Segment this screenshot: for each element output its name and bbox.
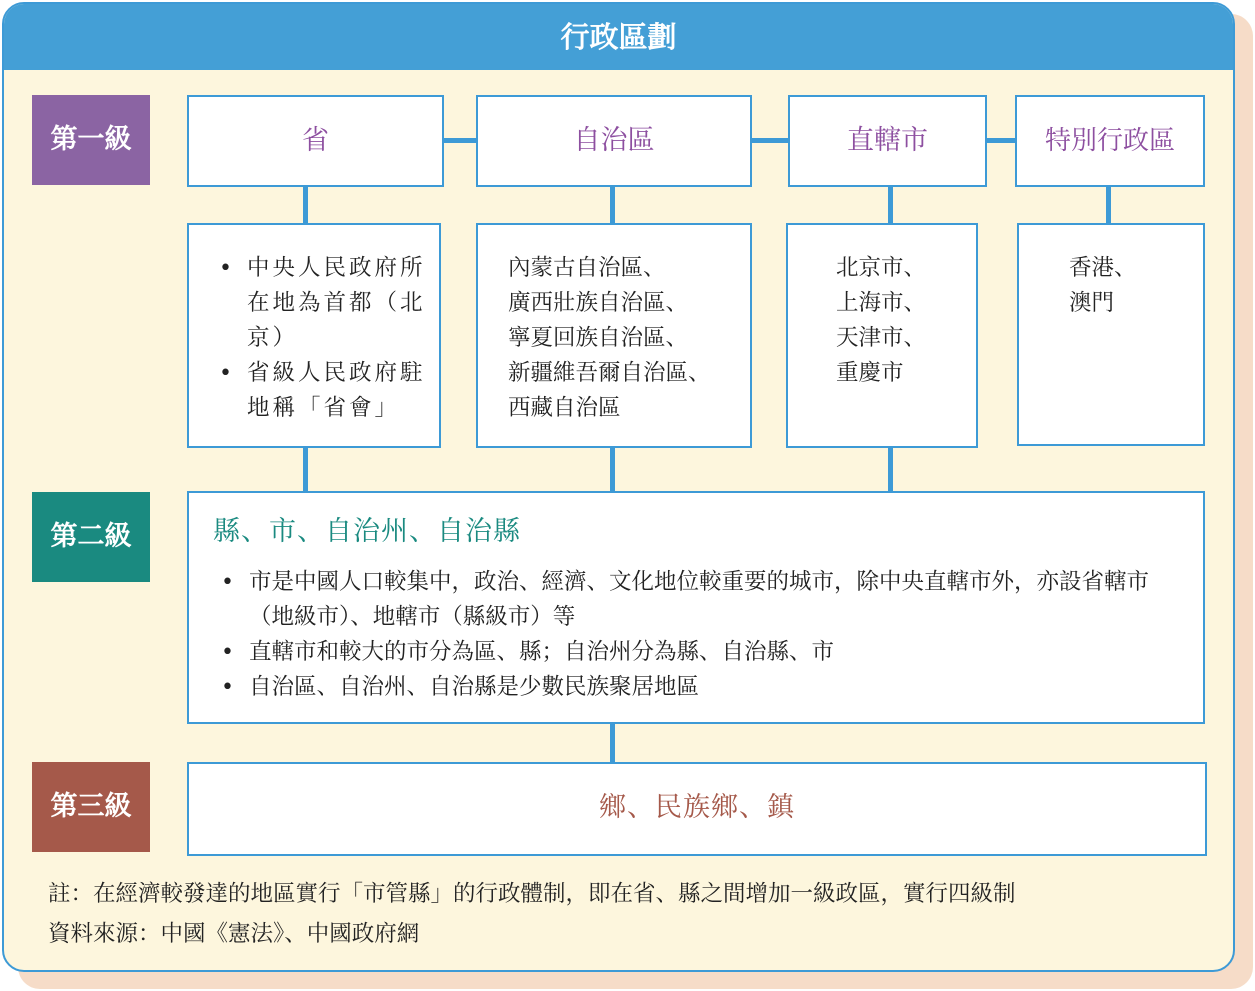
connector [303, 186, 308, 224]
second-level-box [187, 491, 1205, 724]
autonomous-region-detail-box [476, 223, 752, 448]
sar-heading: 特別行政區 [1044, 126, 1175, 156]
municipality-item: 重慶市 [836, 360, 904, 386]
connector [750, 138, 790, 143]
diagram-panel [2, 2, 1235, 972]
level-label-first: 第一級 [32, 95, 150, 185]
autonomous-region-item: 寧夏回族自治區、 [508, 325, 689, 351]
connector [888, 186, 893, 224]
connector [303, 446, 308, 492]
third-level-box [187, 762, 1207, 856]
footnote: 註：在經濟較發達的地區實行「市管縣」的行政體制，即在省、縣之間增加一級政區，實行四級制 [48, 881, 1016, 907]
second-level-bullet: • 市是中國人口較集中，政治、經濟、文化地位較重要的城市，除中央直轄市外，亦設省轄市（地級市）、地轄市（縣級市）等 [221, 565, 1163, 635]
connector [888, 446, 893, 492]
municipality-item: 北京市、 [836, 255, 927, 281]
municipality-detail-box [786, 223, 978, 448]
autonomous-region-box [476, 95, 752, 187]
autonomous-region-item: 西藏自治區 [508, 395, 621, 421]
third-level-text: 鄉、民族鄉、鎮 [599, 792, 795, 823]
autonomous-region-item: 廣西壯族自治區、 [508, 290, 689, 316]
province-heading: 省 [302, 125, 329, 156]
municipality-item: 上海市、 [836, 290, 927, 316]
province-bullet: • 中央人民政府所在地為首都（北京） [219, 251, 427, 356]
municipality-box [788, 95, 987, 187]
second-level-bullet: • 自治區、自治州、自治縣是少數民族聚居地區 [221, 670, 1163, 705]
sar-box [1015, 95, 1205, 187]
second-level-heading: 縣、市、自治州、自治縣 [213, 516, 521, 547]
autonomous-region-item: 內蒙古自治區、 [508, 255, 666, 281]
connector [1106, 186, 1111, 224]
source-note: 資料來源：中國《憲法》、中國政府網 [48, 921, 420, 947]
connector [610, 723, 615, 763]
sar-detail-box [1017, 223, 1205, 446]
sar-item: 香港、 [1069, 255, 1137, 281]
province-bullet: • 省級人民政府駐地稱「省會」 [219, 356, 427, 426]
province-box [187, 95, 444, 187]
level-label-second: 第二級 [32, 492, 150, 582]
diagram-title: 行政區劃 [4, 4, 1233, 70]
second-level-bullet: • 直轄市和較大的市分為區、縣；自治州分為縣、自治縣、市 [221, 635, 1163, 670]
sar-item: 澳門 [1069, 290, 1115, 316]
municipality-heading: 直轄市 [847, 125, 928, 156]
notes [48, 874, 1016, 954]
connector [442, 138, 478, 143]
municipality-item: 天津市、 [836, 325, 927, 351]
connector [610, 446, 615, 492]
connector [985, 138, 1017, 143]
autonomous-region-item: 新疆維吾爾自治區、 [508, 360, 711, 386]
province-detail-box [187, 223, 441, 448]
autonomous-region-heading: 自治區 [573, 125, 655, 156]
level-label-third: 第三級 [32, 762, 150, 852]
connector [610, 186, 615, 224]
